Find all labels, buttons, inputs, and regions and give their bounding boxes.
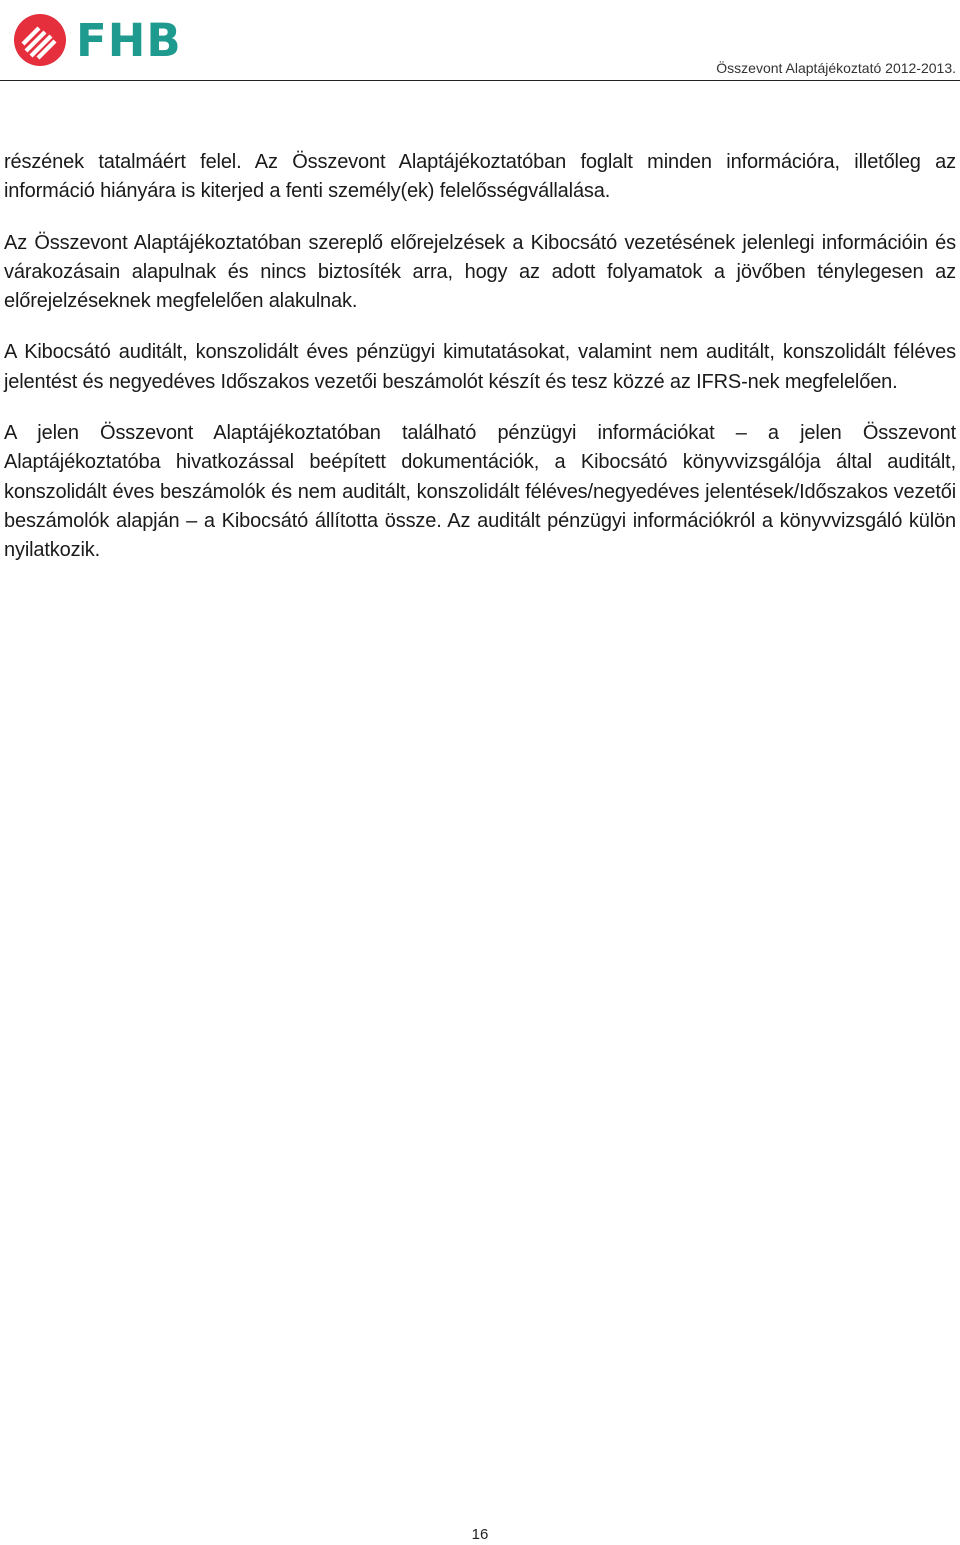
header-divider bbox=[0, 80, 960, 81]
logo-text: FHB bbox=[76, 13, 182, 67]
paragraph-3: A Kibocsátó auditált, konszolidált éves pénzügyi kimutatásokat, valamint nem auditált, konszolidált féléves jelentést és negyedéves Időszakos vezetői beszámolót készít és tesz közzé az IFRS-nek megfelelően. bbox=[4, 341, 956, 393]
fhb-logo bbox=[14, 13, 182, 67]
fhb-logo-mark-icon bbox=[14, 14, 66, 66]
document-title: Összevont Alaptájékoztató 2012-2013. bbox=[716, 60, 956, 76]
page-number: 16 bbox=[471, 1526, 489, 1543]
document-body bbox=[4, 148, 956, 588]
page-header bbox=[0, 0, 960, 82]
paragraph-4: A jelen Összevont Alaptájékoztatóban található pénzügyi információkat – a jelen Összevont Alaptájékoztatóba hivatkozással beépített dokumentációk, a Kibocsátó könyvvizsgálója által auditált, konszolidált éves beszámolók és nem auditált, konszolidált féléves/negyedéves jelentések/Időszakos vezetői beszámolók alapján – a Kibocsátó állította össze. Az auditált pénzügyi információkról a könyvvizsgáló külön nyilatkozik. bbox=[4, 422, 956, 562]
paragraph-1: részének tatalmáért felel. Az Összevont Alaptájékoztatóban foglalt minden információra, illetőleg az információ hiányára is kiterjed a fenti személy(ek) felelősségvállalása. bbox=[4, 151, 956, 203]
paragraph-2: Az Összevont Alaptájékoztatóban szereplő előrejelzések a Kibocsátó vezetésének jelenlegi információin és várakozásain alapulnak és nincs biztosíték arra, hogy az adott folyamatok a jövőben ténylegesen az előrejelzéseknek megfelelően alakulnak. bbox=[4, 231, 956, 313]
